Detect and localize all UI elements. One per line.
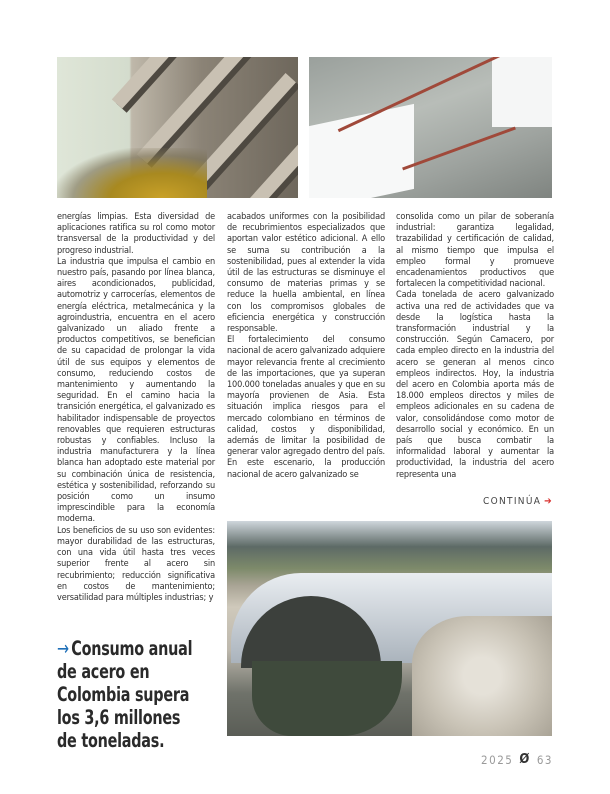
paragraph: acabados uniformes con la posibilidad de recubrimientos especializados que aportan valor estético adicional. A ello se suma su contribución a la sostenibilidad, pues al extender la vida útil de las estructuras se disminuye el consumo de materias primas y se reduce la huella ambiental, en línea con los compromisos globales de eficiencia energética y construcción responsable. <box>227 212 385 335</box>
building-photo <box>57 57 298 198</box>
continue-label: CONTINÚA <box>483 496 542 507</box>
text-column-3 <box>396 212 554 481</box>
paragraph: Cada tonelada de acero galvanizado activa una red de actividades que va desde la logística hasta la transformación industrial y la construcción. Según Camacero, por cada empleo directo en la industria del acero se generan al menos cinco empleos indirectos. Hoy, la industria del acero en Colombia aporta más de 18.000 empleos directos y miles de empleos adicionales en su cadena de valor, consolidándose como motor de desarrollo social y económico. En un país que busca combatir la informalidad laboral y aumentar la productividad, la industria del acero representa una <box>396 290 554 480</box>
paragraph: Los beneficios de su uso son evidentes: mayor durabilidad de las estructuras, con una vida útil hasta tres veces superior frente al acero sin recubrimiento; reducción significativa en costos de mantenimiento; versatilidad para múltiples industrias; y <box>57 525 215 603</box>
arrow-right-icon: → <box>57 637 69 660</box>
roof-structure-photo <box>309 57 552 198</box>
arrow-right-icon: ➔ <box>544 496 553 507</box>
paragraph: consolida como un pilar de soberanía industrial: garantiza legalidad, trazabilidad y certificación de calidad, al mismo tiempo que impulsa el empleo formal y promueve encadenamientos productivos que fortalecen la competitividad nacional. <box>396 212 554 290</box>
footer-year: 2025 <box>481 752 514 767</box>
text-column-2 <box>227 212 385 481</box>
page-number: 63 <box>536 752 553 767</box>
text-column-1 <box>57 212 215 604</box>
page-footer <box>481 752 553 767</box>
continue-link[interactable] <box>483 496 553 507</box>
pull-quote-text: Consumo anual de acero en Colombia supera los 3,6 millones de toneladas. <box>57 637 193 752</box>
paragraph: La industria que impulsa el cambio en nuestro país, pasando por línea blanca, aires acondicionados, publicidad, automotriz y carrocerías, elementos de energía eléctrica, metalmecánica y la agroindustria, encuentra en el acero galvanizado un aliado frente a productos competitivos, se benefician de su capacidad de prolongar la vida útil de sus equipos y elementos de consumo, reduciendo costos de mantenimiento y aumentando la seguridad. En el camino hacia la transición energética, el galvanizado es habilitador indispensable de proyectos renovables que requieren estructuras robustas y confiables. Incluso la industria manufacturera y la línea blanca han adoptado este material por su combinación única de resistencia, estética y sostenibilidad, reforzando su posición como un insumo imprescindible para la economía moderna. <box>57 256 215 525</box>
paragraph: energías limpias. Esta diversidad de aplicaciones ratifica su rol como motor transversal de la productividad y del progreso industrial. <box>57 212 215 256</box>
paragraph: El fortalecimiento del consumo nacional de acero galvanizado adquiere mayor relevancia frente al crecimiento de las importaciones, que ya superan 100.000 toneladas anuales y que en su mayoría provienen de Asia. Esta situación implica riesgos para el mercado colombiano en términos de calidad, costos y disponibilidad, además de limitar la posibilidad de generar valor agregado dentro del país. En este escenario, la producción nacional de acero galvanizado se <box>227 335 385 480</box>
pull-quote <box>57 637 192 752</box>
tunnel-construction-photo <box>227 521 552 736</box>
magazine-logo-icon: Ø <box>519 752 531 767</box>
